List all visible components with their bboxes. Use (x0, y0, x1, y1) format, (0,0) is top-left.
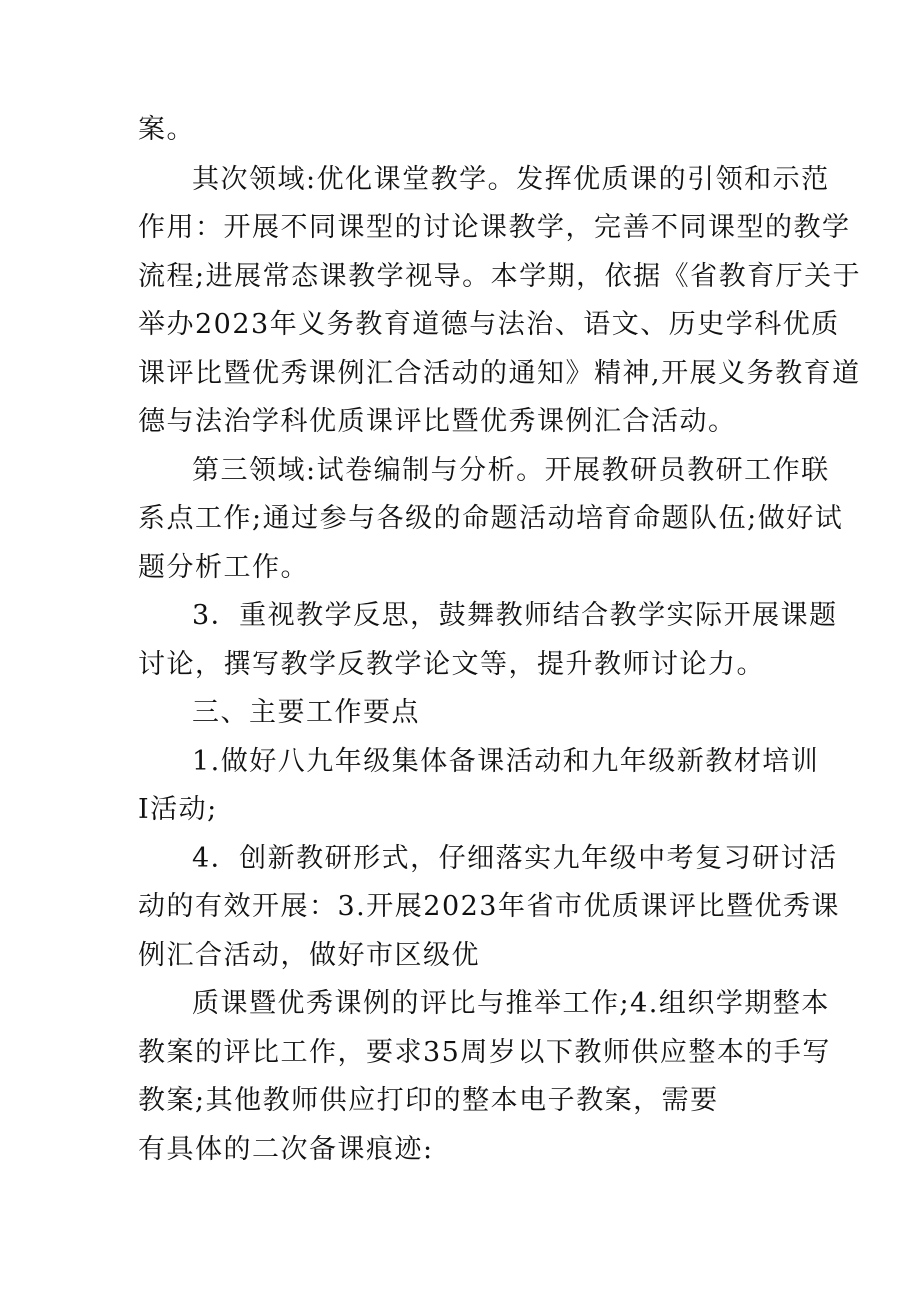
text-line: 1.做好八九年级集体备课活动和九年级新教材培训 (192, 746, 820, 777)
text-line: 教案的评比工作，要求35周岁以下教师供应整本的手写 (138, 1037, 831, 1068)
text-line: 教案;其他教师供应打印的整本电子教案，需要 (138, 1085, 719, 1116)
text-line: 作用：开展不同课型的讨论课教学，完善不同课型的教学 (138, 212, 851, 243)
text-line: 有具体的二次备课痕迹: (138, 1134, 434, 1165)
section-heading: 三、主要工作要点 (192, 697, 420, 728)
text-line: 第三领域:试卷编制与分析。开展教研员教研工作联 (192, 455, 830, 486)
text-line: 案。 (138, 114, 195, 145)
text-line: 动的有效开展：3.开展2023年省市优质课评比暨优秀课 (138, 891, 840, 922)
text-line: 质课暨优秀课例的评比与推举工作;4.组织学期整本 (192, 988, 830, 1019)
text-line: 4．创新教研形式，仔细落实九年级中考复习研讨活 (192, 843, 838, 874)
text-line: 课评比暨优秀课例汇合活动的通知》精神,开展义务教育道 (138, 358, 861, 389)
text-line: 流程;进展常态课教学视导。本学期，依据《省教育厅关于 (138, 261, 862, 292)
text-line: 例汇合活动，做好市区级优 (138, 940, 480, 971)
text-line: 系点工作;通过参与各级的命题活动培育命题队伍;做好试 (138, 503, 844, 534)
text-line: 德与法治学科优质课评比暨优秀课例汇合活动。 (138, 406, 737, 437)
text-line: I活动; (138, 794, 218, 825)
text-line: 举办2023年义务教育道德与法治、语文、历史学科优质 (138, 309, 840, 340)
text-line: 其次领域:优化课堂教学。发挥优质课的引领和示范 (192, 164, 830, 195)
text-line: 3．重视教学反思，鼓舞教师结合教学实际开展课题 (192, 600, 838, 631)
text-line: 题分析工作。 (138, 552, 309, 583)
text-line: 讨论，撰写教学反教学论文等，提升教师讨论力。 (138, 649, 765, 680)
